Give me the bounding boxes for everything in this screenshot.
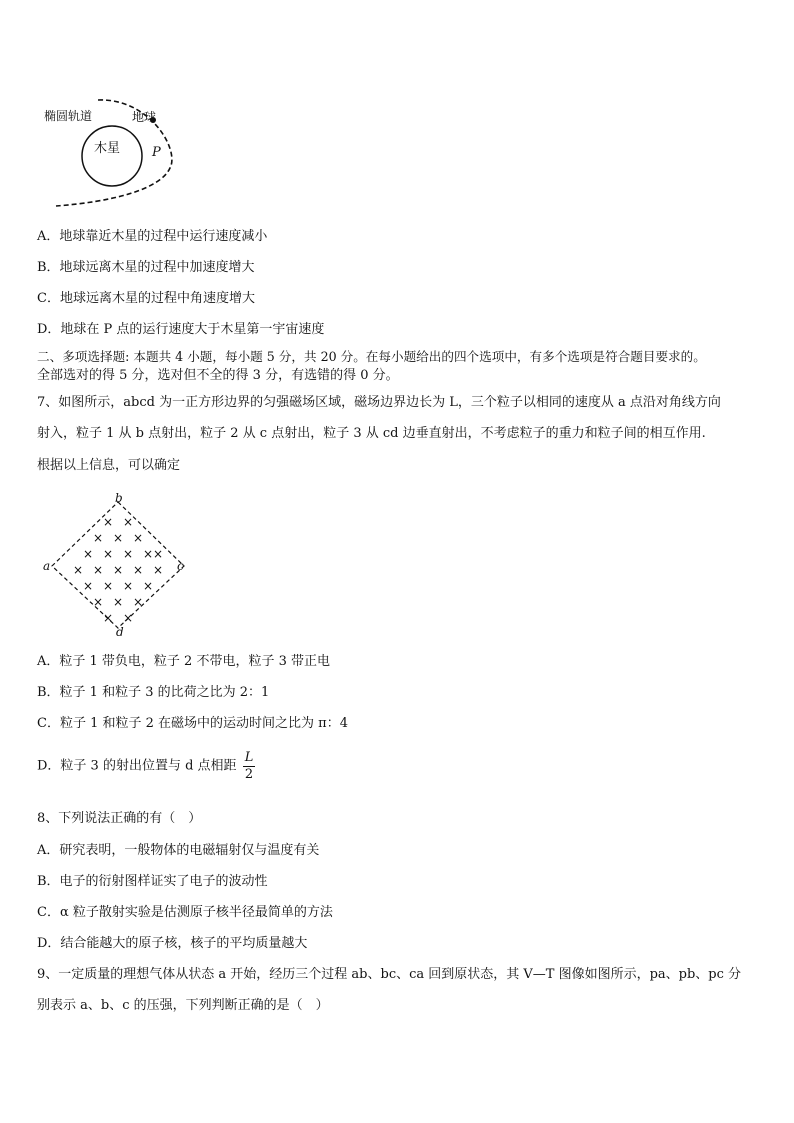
q6-option-a: A．地球靠近木星的过程中运行速度减小 xyxy=(37,229,268,244)
q7-option-d xyxy=(37,750,255,783)
section2-instructions-line1: 二、多项选择题: 本题共 4 小题，每小题 5 分，共 20 分。在每小题给出的四个选项中，有多个选项是符合题目要求的。 xyxy=(37,349,706,364)
earth-label: 地球 xyxy=(132,110,157,124)
q8-option-d: D．结合能越大的原子核，核子的平均质量越大 xyxy=(37,936,308,951)
jupiter-label: 木星 xyxy=(94,141,121,156)
section2-instructions-line2: 全部选对的得 5 分，选对但不全的得 3 分，有选错的得 0 分。 xyxy=(37,368,399,383)
q8-stem: 8、下列说法正确的有（ ） xyxy=(37,811,202,826)
orbit-figure xyxy=(40,90,180,210)
q7-stem-line3: 根据以上信息，可以确定 xyxy=(37,458,181,473)
field-cross-mark: × xyxy=(93,595,104,609)
q6-option-c: C．地球远离木星的过程中角速度增大 xyxy=(37,291,255,306)
q8-option-c: C．α 粒子散射实验是估测原子核半径最简单的方法 xyxy=(37,905,333,920)
q8-option-b: B．电子的衍射图样证实了电子的波动性 xyxy=(37,874,268,889)
q7-stem-line2: 射入，粒子 1 从 b 点射出，粒子 2 从 c 点射出，粒子 3 从 cd 边垂直射出，不考虑粒子的重力和粒子间的相互作用. xyxy=(37,426,706,441)
field-cross-mark: × xyxy=(73,563,84,577)
field-cross-mark: × xyxy=(103,547,114,561)
q9-stem-line1: 9、一定质量的理想气体从状态 a 开始，经历三个过程 ab、bc、ca 回到原状态，其 V—T 图像如图所示，pa、pb、pc 分 xyxy=(37,967,742,982)
field-cross-mark: × xyxy=(133,595,144,609)
field-cross-mark: × xyxy=(103,611,114,625)
vertex-a-label: a xyxy=(43,559,51,573)
field-cross-mark: × xyxy=(143,547,154,561)
point-p-label: P xyxy=(152,145,161,160)
q7-option-d-text: D．粒子 3 的射出位置与 d 点相距 xyxy=(37,758,237,774)
field-cross-mark: × xyxy=(83,579,94,593)
field-cross-mark: × xyxy=(153,563,164,577)
vertex-b-label: b xyxy=(115,491,123,505)
field-cross-mark: × xyxy=(133,531,144,545)
q9-stem-line2: 别表示 a、b、c 的压强，下列判断正确的是（ ） xyxy=(37,998,329,1013)
q7-option-a: A．粒子 1 带负电，粒子 2 不带电，粒子 3 带正电 xyxy=(37,654,330,669)
fraction-denominator: 2 xyxy=(244,767,254,782)
field-cross-mark: × xyxy=(123,547,134,561)
field-cross-mark: × xyxy=(93,531,104,545)
field-cross-mark: × xyxy=(123,579,134,593)
jupiter-circle xyxy=(82,126,142,186)
field-cross-mark: × xyxy=(83,547,94,561)
field-cross-mark: × xyxy=(93,563,104,577)
field-cross-mark: × xyxy=(133,563,144,577)
field-cross-mark: × xyxy=(123,515,134,529)
magnetic-field-figure xyxy=(40,490,200,640)
field-cross-mark: × xyxy=(113,531,124,545)
q6-option-d: D．地球在 P 点的运行速度大于木星第一宇宙速度 xyxy=(37,322,325,337)
q7-option-c: C．粒子 1 和粒子 2 在磁场中的运动时间之比为 π：4 xyxy=(37,716,348,731)
field-cross-mark: × xyxy=(113,563,124,577)
field-cross-mark: × xyxy=(103,515,114,529)
fraction-numerator: L xyxy=(244,750,254,765)
field-cross-mark: × xyxy=(123,611,134,625)
fraction-l-over-2 xyxy=(243,750,256,783)
field-crosses xyxy=(73,515,163,625)
vertex-d-label: d xyxy=(116,625,124,639)
q6-option-b: B．地球远离木星的过程中加速度增大 xyxy=(37,260,255,275)
field-cross-mark: × xyxy=(153,547,164,561)
vertex-c-label: c xyxy=(177,559,184,573)
q8-option-a: A．研究表明，一般物体的电磁辐射仅与温度有关 xyxy=(37,843,320,858)
field-cross-mark: × xyxy=(143,579,154,593)
field-cross-mark: × xyxy=(113,595,124,609)
q7-option-b: B．粒子 1 和粒子 3 的比荷之比为 2：1 xyxy=(37,685,270,700)
q7-stem-line1: 7、如图所示，abcd 为一正方形边界的匀强磁场区域，磁场边界边长为 L，三个粒子以相同的速度从 a 点沿对角线方向 xyxy=(37,395,721,410)
orbit-label: 椭圆轨道 xyxy=(44,109,93,123)
field-cross-mark: × xyxy=(103,579,114,593)
